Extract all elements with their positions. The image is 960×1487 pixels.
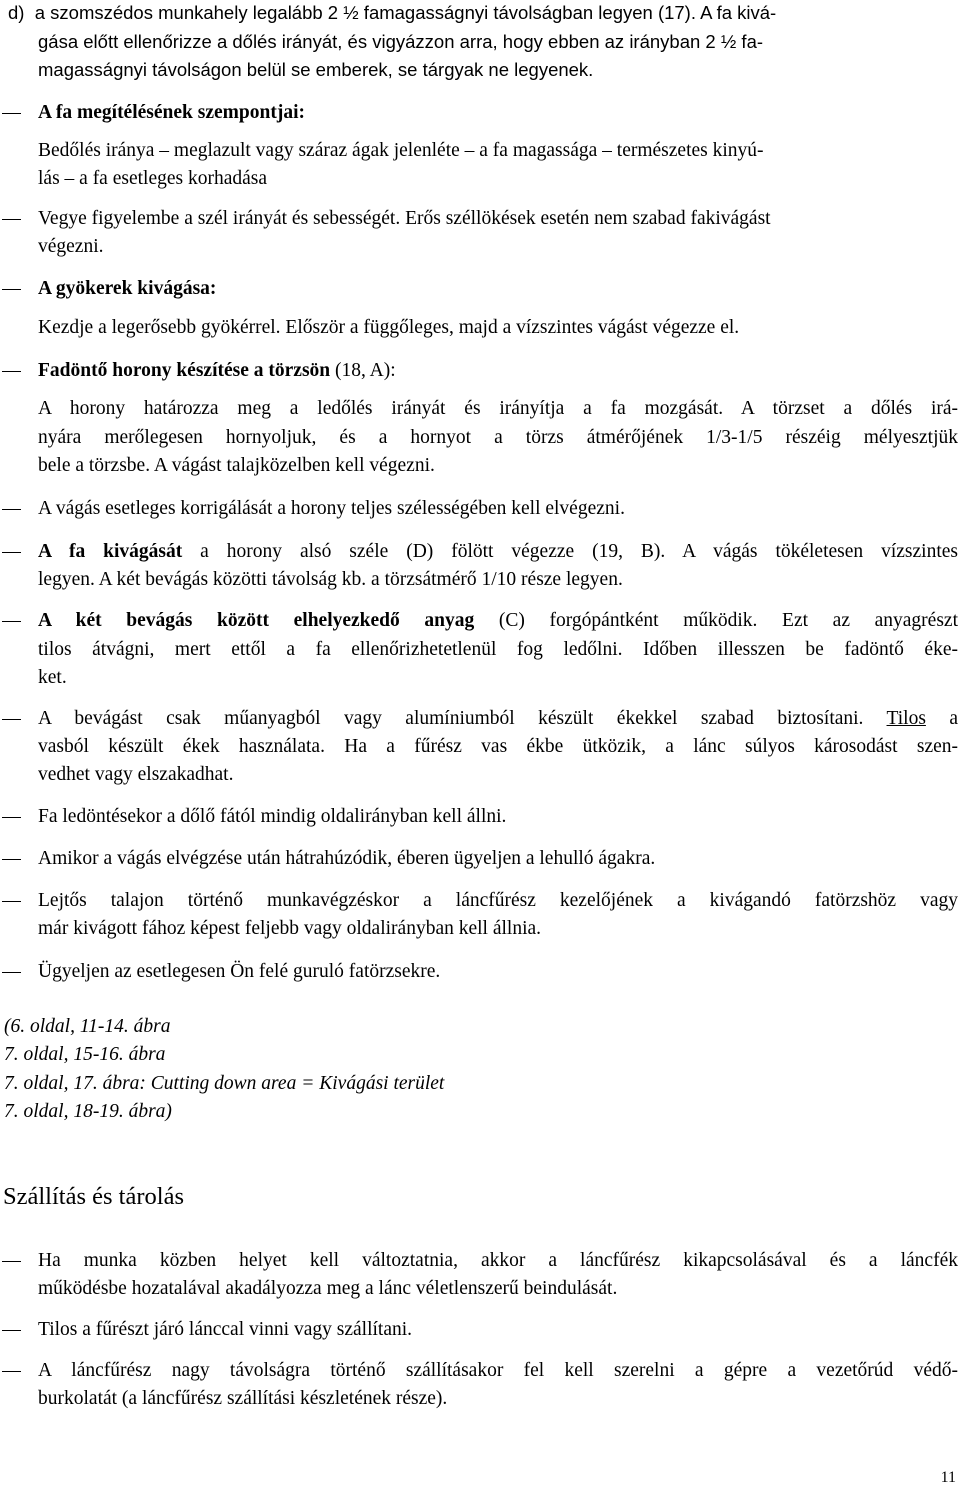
hinge-bold: A két bevágás között elhelyezkedő anyag bbox=[38, 610, 475, 631]
wedge-line-3: vedhet vagy elszakadhat. bbox=[38, 764, 234, 785]
bullet-dash bbox=[2, 289, 21, 290]
slope-line-1: Lejtős talajon történő munkavégzéskor a láncfűrész kezelőjének a kivágandó fatörzshöz vagy bbox=[38, 890, 958, 911]
notch-heading bbox=[38, 361, 396, 381]
retreat-text: Amikor a vágás elvégzése után hátrahúzódik, éberen ügyeljen a lehulló ágakra. bbox=[38, 848, 656, 869]
bullet-dash bbox=[2, 859, 21, 860]
hinge-line-1 bbox=[38, 611, 958, 631]
bullet-dash bbox=[2, 113, 21, 114]
figure-ref-3: 7. oldal, 17. ábra: Cutting down area = Kivágási terület bbox=[4, 1073, 445, 1094]
bullet-dash bbox=[2, 817, 21, 818]
felling-rest: a horony alsó széle (D) fölött végezze (19, B). A vágás tökéletesen vízszintes bbox=[182, 541, 958, 562]
figure-ref-2: 7. oldal, 15-16. ábra bbox=[4, 1044, 166, 1065]
wedge-underlined: Tilos bbox=[886, 708, 926, 729]
felling-line-1 bbox=[38, 542, 958, 562]
slope-line-2: már kivágott fához képest feljebb vagy oldalirányban kell állnia. bbox=[38, 918, 542, 939]
notch-line-1: A horony határozza meg a ledőlés irányát és irányítja a fa mozgását. A törzset a dőlés irá- bbox=[38, 398, 958, 419]
wedge-line-1 bbox=[38, 709, 958, 729]
bullet-dash bbox=[2, 371, 21, 372]
hinge-rest: (C) forgópántként működik. Ezt az anyagrészt bbox=[474, 610, 958, 631]
hinge-line-3: ket. bbox=[38, 667, 67, 688]
forbidden-text: Tilos a fűrészt járó lánccal vinni vagy szállítani. bbox=[38, 1319, 413, 1340]
side-text: Fa ledöntésekor a dőlő fától mindig oldalirányban kell állni. bbox=[38, 806, 507, 827]
felling-bold: A fa kivágását bbox=[38, 541, 183, 562]
judgement-line-2: lás – a fa esetleges korhadása bbox=[38, 168, 268, 189]
wedge-line-2: vasból készült ékek használata. Ha a fűrész vas ékbe ütközik, a lánc súlyos károsodást szen- bbox=[38, 736, 958, 757]
cover-line-2: burkolatát (a láncfűrész szállítási készletének része). bbox=[38, 1388, 448, 1409]
move-line-1: Ha munka közben helyet kell változtatnia, akkor a láncfűrész kikapcsolásával és a láncfék bbox=[38, 1250, 958, 1271]
hinge-line-2: tilos átvágni, mert ettől a fa ellenőrizhetetlenül fog ledőlni. Időben illesszen be fadöntő éke- bbox=[38, 639, 958, 660]
cover-line-1: A láncfűrész nagy távolságra történő szállításakor fel kell szerelni a gépre a vezetőrúd védő- bbox=[38, 1360, 958, 1381]
bullet-dash bbox=[2, 1371, 21, 1372]
wind-line-1: Vegye figyelembe a szél irányát és sebességét. Erős széllökések esetén nem szabad fakivágást bbox=[38, 208, 771, 229]
roots-title: A gyökerek kivágása: bbox=[38, 278, 217, 299]
wind-line-2: végezni. bbox=[38, 236, 104, 257]
intro-line-2: gása előtt ellenőrizze a dőlés irányát, és vigyázzon arra, hogy ebben az irányban 2 ½ fa- bbox=[38, 31, 764, 52]
judgement-line-1: Bedőlés iránya – meglazult vagy száraz ágak jelenléte – a fa magassága – természetes kinyú- bbox=[38, 140, 764, 161]
move-line-2: működésbe hozatalával akadályozza meg a lánc véletlenszerű beindulását. bbox=[38, 1278, 618, 1299]
wedge-text-b: a bbox=[925, 708, 959, 729]
correction-text: A vágás esetleges korrigálását a horony teljes szélességében kell elvégezni. bbox=[38, 498, 625, 519]
figure-ref-4: 7. oldal, 18-19. ábra) bbox=[4, 1101, 172, 1122]
wedge-text-a: A bevágást csak műanyagból vagy alumíniumból készült ékekkel szabad biztosítani. bbox=[38, 708, 887, 729]
notch-line-2: nyára merőlegesen hornyoljuk, és a hornyot a törzs átmérőjének 1/3-1/5 részéig mélyesztjük bbox=[38, 427, 958, 448]
bullet-dash bbox=[2, 621, 21, 622]
bullet-dash bbox=[2, 901, 21, 902]
bullet-dash bbox=[2, 972, 21, 973]
bullet-dash bbox=[2, 1330, 21, 1331]
judgement-title: A fa megítélésének szempontjai: bbox=[38, 102, 305, 123]
intro-line-3: magasságnyi távolságon belül se emberek, se tárgyak ne legyenek. bbox=[38, 59, 594, 80]
bullet-dash bbox=[2, 719, 21, 720]
intro-line-1: d) a szomszédos munkahely legalább 2 ½ famagasságnyi távolságban legyen (17). A fa kivá- bbox=[8, 2, 777, 23]
notch-line-3: bele a törzsbe. A vágást talajközelben kell végezni. bbox=[38, 455, 435, 476]
felling-line-2: legyen. A két bevágás közötti távolság kb. a törzsátmérő 1/10 része legyen. bbox=[38, 569, 623, 590]
bullet-dash bbox=[2, 509, 21, 510]
page-number: 11 bbox=[940, 1469, 956, 1486]
bullet-dash bbox=[2, 552, 21, 553]
rolling-text: Ügyeljen az esetlegesen Ön felé guruló fatörzsekre. bbox=[38, 961, 441, 982]
bullet-dash bbox=[2, 219, 21, 220]
roots-text: Kezdje a legerősebb gyökérrel. Először a függőleges, majd a vízszintes vágást végezze el. bbox=[38, 317, 740, 338]
section-heading: Szállítás és tárolás bbox=[3, 1183, 184, 1210]
bullet-dash bbox=[2, 1261, 21, 1262]
notch-ref: (18, A): bbox=[330, 360, 396, 381]
figure-ref-1: (6. oldal, 11-14. ábra bbox=[4, 1016, 171, 1037]
notch-title: Fadöntő horony készítése a törzsön bbox=[38, 360, 331, 381]
